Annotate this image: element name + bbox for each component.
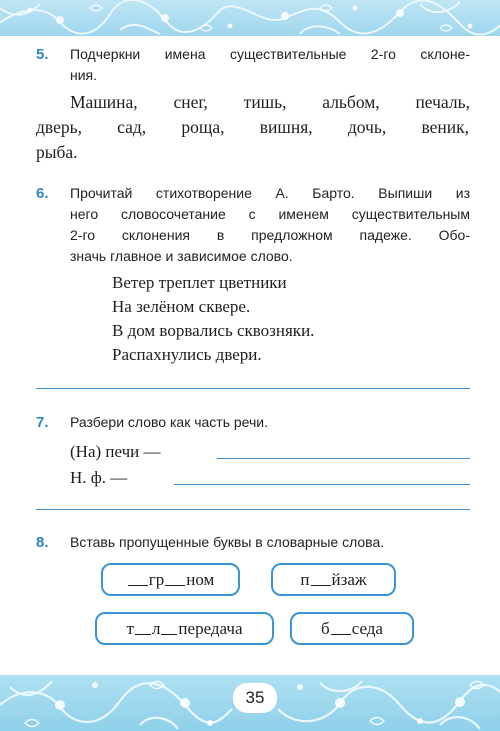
word-part: гр: [148, 569, 165, 589]
word[interactable]: печаль,: [415, 92, 470, 112]
word-part: л: [151, 618, 161, 638]
task-number: 6.: [36, 185, 49, 202]
word[interactable]: дочь,: [347, 117, 387, 137]
page-number: 35: [233, 683, 277, 713]
word[interactable]: Машина,: [70, 92, 138, 112]
poem: [112, 271, 314, 367]
dictionary-word-box[interactable]: [290, 612, 414, 645]
word[interactable]: снег,: [173, 92, 208, 112]
answer-line[interactable]: [36, 509, 470, 510]
answer-line[interactable]: [174, 484, 470, 485]
word-part: передача: [178, 618, 243, 638]
word-part: ном: [186, 569, 215, 589]
poem-line: Распахнулись двери.: [112, 345, 262, 364]
word-list: [70, 90, 470, 115]
instruction-line: Прочитай стихотворение А. Барто. Выпиши из: [70, 185, 470, 201]
word[interactable]: вишня,: [259, 117, 313, 137]
answer-line[interactable]: [36, 388, 470, 389]
dictionary-word-box[interactable]: [95, 612, 274, 645]
dictionary-word-box[interactable]: [101, 563, 240, 596]
answer-line[interactable]: [217, 458, 470, 459]
word[interactable]: тишь,: [243, 92, 287, 112]
missing-letter-blank[interactable]: [311, 573, 331, 586]
instruction-line: Подчеркни имена существительные 2-го склоне-: [70, 46, 470, 62]
task-number: 7.: [36, 414, 49, 431]
task-instruction: Разбери слово как часть речи.: [70, 414, 268, 430]
poem-line: На зелёном сквере.: [112, 297, 251, 316]
missing-letter-blank[interactable]: [165, 573, 185, 586]
word[interactable]: веник,: [421, 117, 469, 137]
missing-letter-blank[interactable]: [128, 573, 148, 586]
poem-line: Ветер треплет цветники: [112, 273, 287, 292]
task-number: 8.: [36, 534, 49, 551]
word-row: [36, 115, 469, 140]
missing-letter-blank[interactable]: [331, 622, 351, 635]
word-part: седа: [351, 618, 383, 638]
instruction-line: 2-го склонения в предложном падеже. Обо-: [70, 227, 470, 243]
word-list-continued: [36, 115, 469, 165]
poem-line: В дом ворвались сквозняки.: [112, 321, 315, 340]
word-part: б: [321, 618, 330, 638]
instruction-line: значь главное и зависимое слово.: [70, 248, 293, 264]
word-row: [70, 90, 470, 115]
task-number: 5.: [36, 46, 49, 63]
task-instruction: [70, 183, 470, 267]
word-part: йзаж: [331, 569, 367, 589]
missing-letter-blank[interactable]: [135, 622, 151, 635]
word[interactable]: сад,: [117, 117, 147, 137]
dictionary-word-box[interactable]: [271, 563, 396, 596]
instruction-line: ния.: [70, 67, 98, 83]
word-part: п: [300, 569, 310, 589]
missing-letter-blank[interactable]: [161, 622, 177, 635]
task-instruction: Вставь пропущенные буквы в словарные слова.: [70, 534, 385, 550]
parse-word-label: (На) печи —: [70, 442, 161, 461]
instruction-line: него словосочетание с именем существительным: [70, 206, 470, 222]
word[interactable]: дверь,: [36, 117, 82, 137]
word-row: [36, 140, 469, 165]
word[interactable]: рыба.: [36, 142, 78, 162]
word[interactable]: роща,: [181, 117, 225, 137]
task-instruction: [70, 44, 470, 86]
word-part: т: [126, 618, 134, 638]
word[interactable]: альбом,: [322, 92, 380, 112]
initial-form-label: Н. ф. —: [70, 468, 128, 487]
